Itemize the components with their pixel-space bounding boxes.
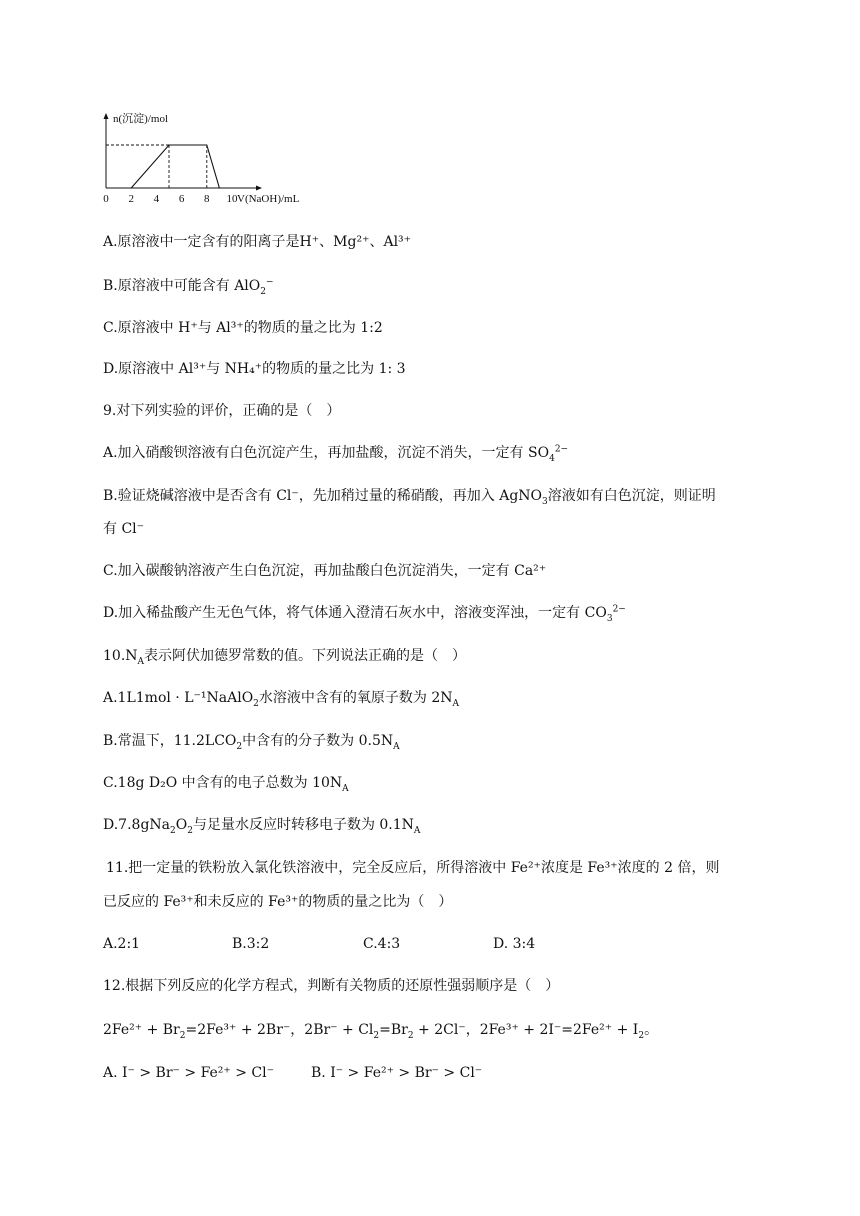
q9-option-b-line2: 有 Cl⁻ (103, 521, 145, 537)
x-tick-label: 6 (178, 193, 185, 205)
q8-option-c: C.原溶液中 H⁺与 Al³⁺的物质的量之比为 1:2 (103, 320, 383, 336)
q11-stem-line1: 11.把一定量的铁粉放入氯化铁溶液中，完全反应后，所得溶液中 Fe²⁺浓度是 Fe³⁺浓度的 2 倍，则 (106, 860, 720, 876)
q8-option-d: D.原溶液中 Al³⁺与 NH₄⁺的物质的量之比为 1: 3 (103, 361, 406, 377)
q10-option-b: B.常温下，$11.2LCO_2$中含有的分子数为 $0.5N_A$ (103, 733, 400, 752)
x-tick-label: 8 (204, 193, 210, 205)
q9-option-c: C.加入碳酸钠溶液产生白色沉淀，再加盐酸白色沉淀消失，一定有 Ca²⁺ (103, 563, 547, 579)
q10-option-c: C.18g D₂O 中含有的电子总数为 $10N_A$ (103, 775, 349, 794)
chart-axes (103, 113, 262, 205)
x-axis-arrow (256, 186, 262, 191)
precipitate-series-line (131, 145, 219, 188)
q9-stem: 9.对下列实验的评价，正确的是（ ） (103, 403, 341, 419)
chart-y-axis-label: n(沉淀)/mol (113, 113, 168, 125)
q10-option-d: $D.7.8gNa_2O_2$与足量水反应时转移电子数为 $0.1N_A$ (103, 817, 421, 836)
chart-marks (106, 145, 219, 188)
q11-option-c: C.4:3 (363, 936, 401, 952)
q12-option-b: B. I⁻ > Fe²⁺ > Br⁻ > Cl⁻ (311, 1065, 483, 1081)
q12-equations: $2Fe^{2+} + Br_2=2Fe^{3+} + 2Br^-$，$2Br^- + Cl_2=Br_2 + 2Cl^-$，$2Fe^{3+} + 2I^-=2Fe^{2+} + I_2$。 (103, 1022, 659, 1041)
chart-x-axis-label: V(NaOH)/mL (237, 193, 300, 205)
q11-stem-line2: 已反应的 Fe³⁺和未反应的 Fe³⁺的物质的量之比为（ ） (103, 894, 453, 910)
q10-option-a: A.1L1mol · L⁻¹NaAlO$_2$水溶液中含有的氧原子数为 $2N_A$ (103, 690, 460, 709)
x-tick-label: 0 (103, 193, 109, 205)
precipitate-volume-chart (96, 108, 336, 208)
x-tick-label: 2 (128, 193, 134, 205)
q8-option-a (103, 232, 411, 252)
q12-option-a: A. I⁻ > Br⁻ > Fe²⁺ > Cl⁻ (103, 1065, 275, 1081)
q11-option-d: D. 3:4 (493, 936, 536, 952)
q12-options (103, 1063, 482, 1083)
q8-option-a-text: A.原溶液中一定含有的阳离子是H⁺、Mg²⁺、Al³⁺ (103, 234, 412, 250)
q12-stem: 12.根据下列反应的化学方程式，判断有关物质的还原性强弱顺序是（ ） (103, 978, 560, 994)
q10-stem: $10.N_A$表示阿伏加德罗常数的值。下列说法正确的是（ ） (103, 648, 467, 667)
q9-option-b-line1: B.验证烧碱溶液中是否含有 Cl⁻，先加稍过量的稀硝酸，再加入 AgNO$_3$溶液如有白色沉淀，则证明 (103, 488, 716, 507)
q11-option-b: B.3:2 (232, 936, 270, 952)
q11-option-a: A.2:1 (103, 936, 141, 952)
x-tick-label: 10 (226, 193, 238, 205)
q11-options (103, 934, 535, 954)
x-tick-label: 4 (153, 193, 160, 205)
y-axis-arrow (104, 113, 109, 119)
q9-option-d: D.加入稀盐酸产生无色气体，将气体通入澄清石灰水中，溶液变浑浊，一定有 $CO_3^{2-}$ (103, 604, 626, 624)
q8-option-b: B.原溶液中可能含有 AlO$_2$− (103, 277, 274, 297)
q9-option-a: A.加入硝酸钡溶液有白色沉淀产生，再加盐酸，沉淀不消失，一定有 $SO_4^{2-}$ (103, 444, 569, 464)
